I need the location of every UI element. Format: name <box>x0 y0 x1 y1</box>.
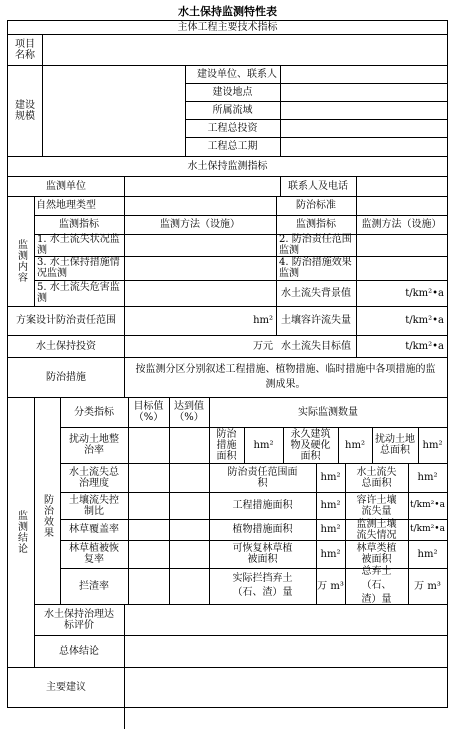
content-item: 3. 水土保持措施情况监测 <box>37 257 120 279</box>
measure-label: 林草类植被面积 <box>356 543 397 565</box>
monitoring-characteristics-table <box>7 20 448 708</box>
design-area-unit: hm² <box>253 315 273 326</box>
evaluation-label: 水土保持治理达标评价 <box>44 608 114 631</box>
measure-unit: hm² <box>417 472 438 483</box>
effect-label: 防治效果 <box>41 493 53 538</box>
measures-text: 按监测分区分别叙述工程措施、植物措施、临时措施中各项措施的监测成果。 <box>135 364 436 390</box>
measure-unit: t/km²•a <box>410 524 445 534</box>
tolerance-label: 土壤容许流失量 <box>281 315 351 326</box>
project-row-label: 建设单位、联系人 <box>197 68 277 80</box>
project-name-label: 项目名称 <box>15 38 35 61</box>
build-scale-label: 建设规模 <box>15 99 35 122</box>
project-row-label: 所属流域 <box>212 104 253 116</box>
target-header: 目标值（%） <box>133 401 164 423</box>
project-row-label: 建设地点 <box>212 86 253 98</box>
target-value-unit: t/km²•a <box>405 340 444 352</box>
measure-label: 监测土壤流失情况 <box>356 518 397 541</box>
background-value-label: 水土流失背景值 <box>281 287 351 299</box>
measure-label: 植物措施面积 <box>232 524 293 535</box>
content-item: 4. 防治措施效果监测 <box>279 257 352 279</box>
category-name: 扰动土地整治率 <box>69 434 119 456</box>
category-header: 分类指标 <box>74 406 114 418</box>
actual-header: 实际监测数量 <box>298 406 358 418</box>
measure-unit: 万 m³ <box>414 580 441 592</box>
measure-unit: 万 m³ <box>317 580 344 592</box>
content-item: 2. 防治责任范围监测 <box>279 234 352 256</box>
measure-label: 实际拦挡弃土（石、渣）量 <box>232 573 293 598</box>
project-row-label: 工程总投资 <box>207 122 258 134</box>
investment-label: 水土保持投资 <box>36 340 96 352</box>
method-header: 监测方法（设施） <box>361 219 442 230</box>
overall-conclusion-label: 总体结论 <box>59 645 99 657</box>
design-area-label: 方案设计防治责任范围 <box>16 315 116 326</box>
page-title: 水土保持监测特性表 <box>178 5 277 18</box>
measure-unit: hm² <box>345 439 365 451</box>
suggestions-label: 主要建议 <box>46 681 86 693</box>
contact-label: 联系人及电话 <box>288 180 348 192</box>
indicator-header: 监测指标 <box>59 219 99 230</box>
measure-unit: hm² <box>320 472 341 483</box>
measure-label: 可恢复林草植被面积 <box>232 543 293 565</box>
category-name: 拦渣率 <box>79 580 109 592</box>
measure-label: 防治措施面积 <box>216 428 237 462</box>
monitoring-unit-label: 监测单位 <box>46 180 86 192</box>
content-item: 1. 水土流失状况监测 <box>37 234 120 256</box>
measure-label: 总弃土（石、渣）量 <box>361 566 392 605</box>
background-value-unit: t/km²•a <box>405 287 444 299</box>
category-name: 水土流失总治理度 <box>69 466 119 489</box>
measure-unit: t/km²•a <box>410 500 445 510</box>
measure-unit: hm² <box>422 439 443 451</box>
measure-label: 防治责任范围面积 <box>227 466 298 489</box>
achieved-header: 达到值（%） <box>174 401 204 423</box>
measure-label: 永久建筑物及硬化面积 <box>290 428 331 462</box>
tolerance-unit: t/km²•a <box>405 315 444 326</box>
category-name: 林草覆盖率 <box>69 524 119 535</box>
measure-unit: hm² <box>320 548 341 560</box>
measure-label: 容许土壤流失量 <box>356 494 397 517</box>
monitoring-header: 水土保持监测指标 <box>187 160 268 172</box>
investment-unit: 万元 <box>253 340 273 352</box>
measure-label: 水土流失总面积 <box>356 466 397 489</box>
measure-unit: hm² <box>253 439 274 451</box>
target-value-label: 水土流失目标值 <box>281 340 351 352</box>
measure-unit: hm² <box>320 500 341 511</box>
measure-label: 工程措施面积 <box>232 500 293 511</box>
measure-label: 扰动土地总面积 <box>375 434 415 456</box>
method-header: 监测方法（设施） <box>160 219 240 230</box>
indicator-header: 监测指标 <box>296 219 336 230</box>
measures-label: 防治措施 <box>46 371 86 383</box>
content-label: 监测内容 <box>15 238 27 283</box>
content-item: 5. 水土流失危害监测 <box>37 282 120 304</box>
category-name: 土壤流失控制比 <box>69 494 119 517</box>
measure-unit: hm² <box>417 548 438 560</box>
measure-unit: hm² <box>320 524 341 535</box>
standard-label: 防治标准 <box>296 200 336 211</box>
geo-type-label: 自然地理类型 <box>36 200 96 211</box>
main-header: 主体工程主要技术指标 <box>177 22 278 33</box>
category-name: 林草植被恢复率 <box>69 543 119 565</box>
project-row-label: 工程总工期 <box>207 141 258 152</box>
conclusion-label: 监测结论 <box>15 510 27 554</box>
